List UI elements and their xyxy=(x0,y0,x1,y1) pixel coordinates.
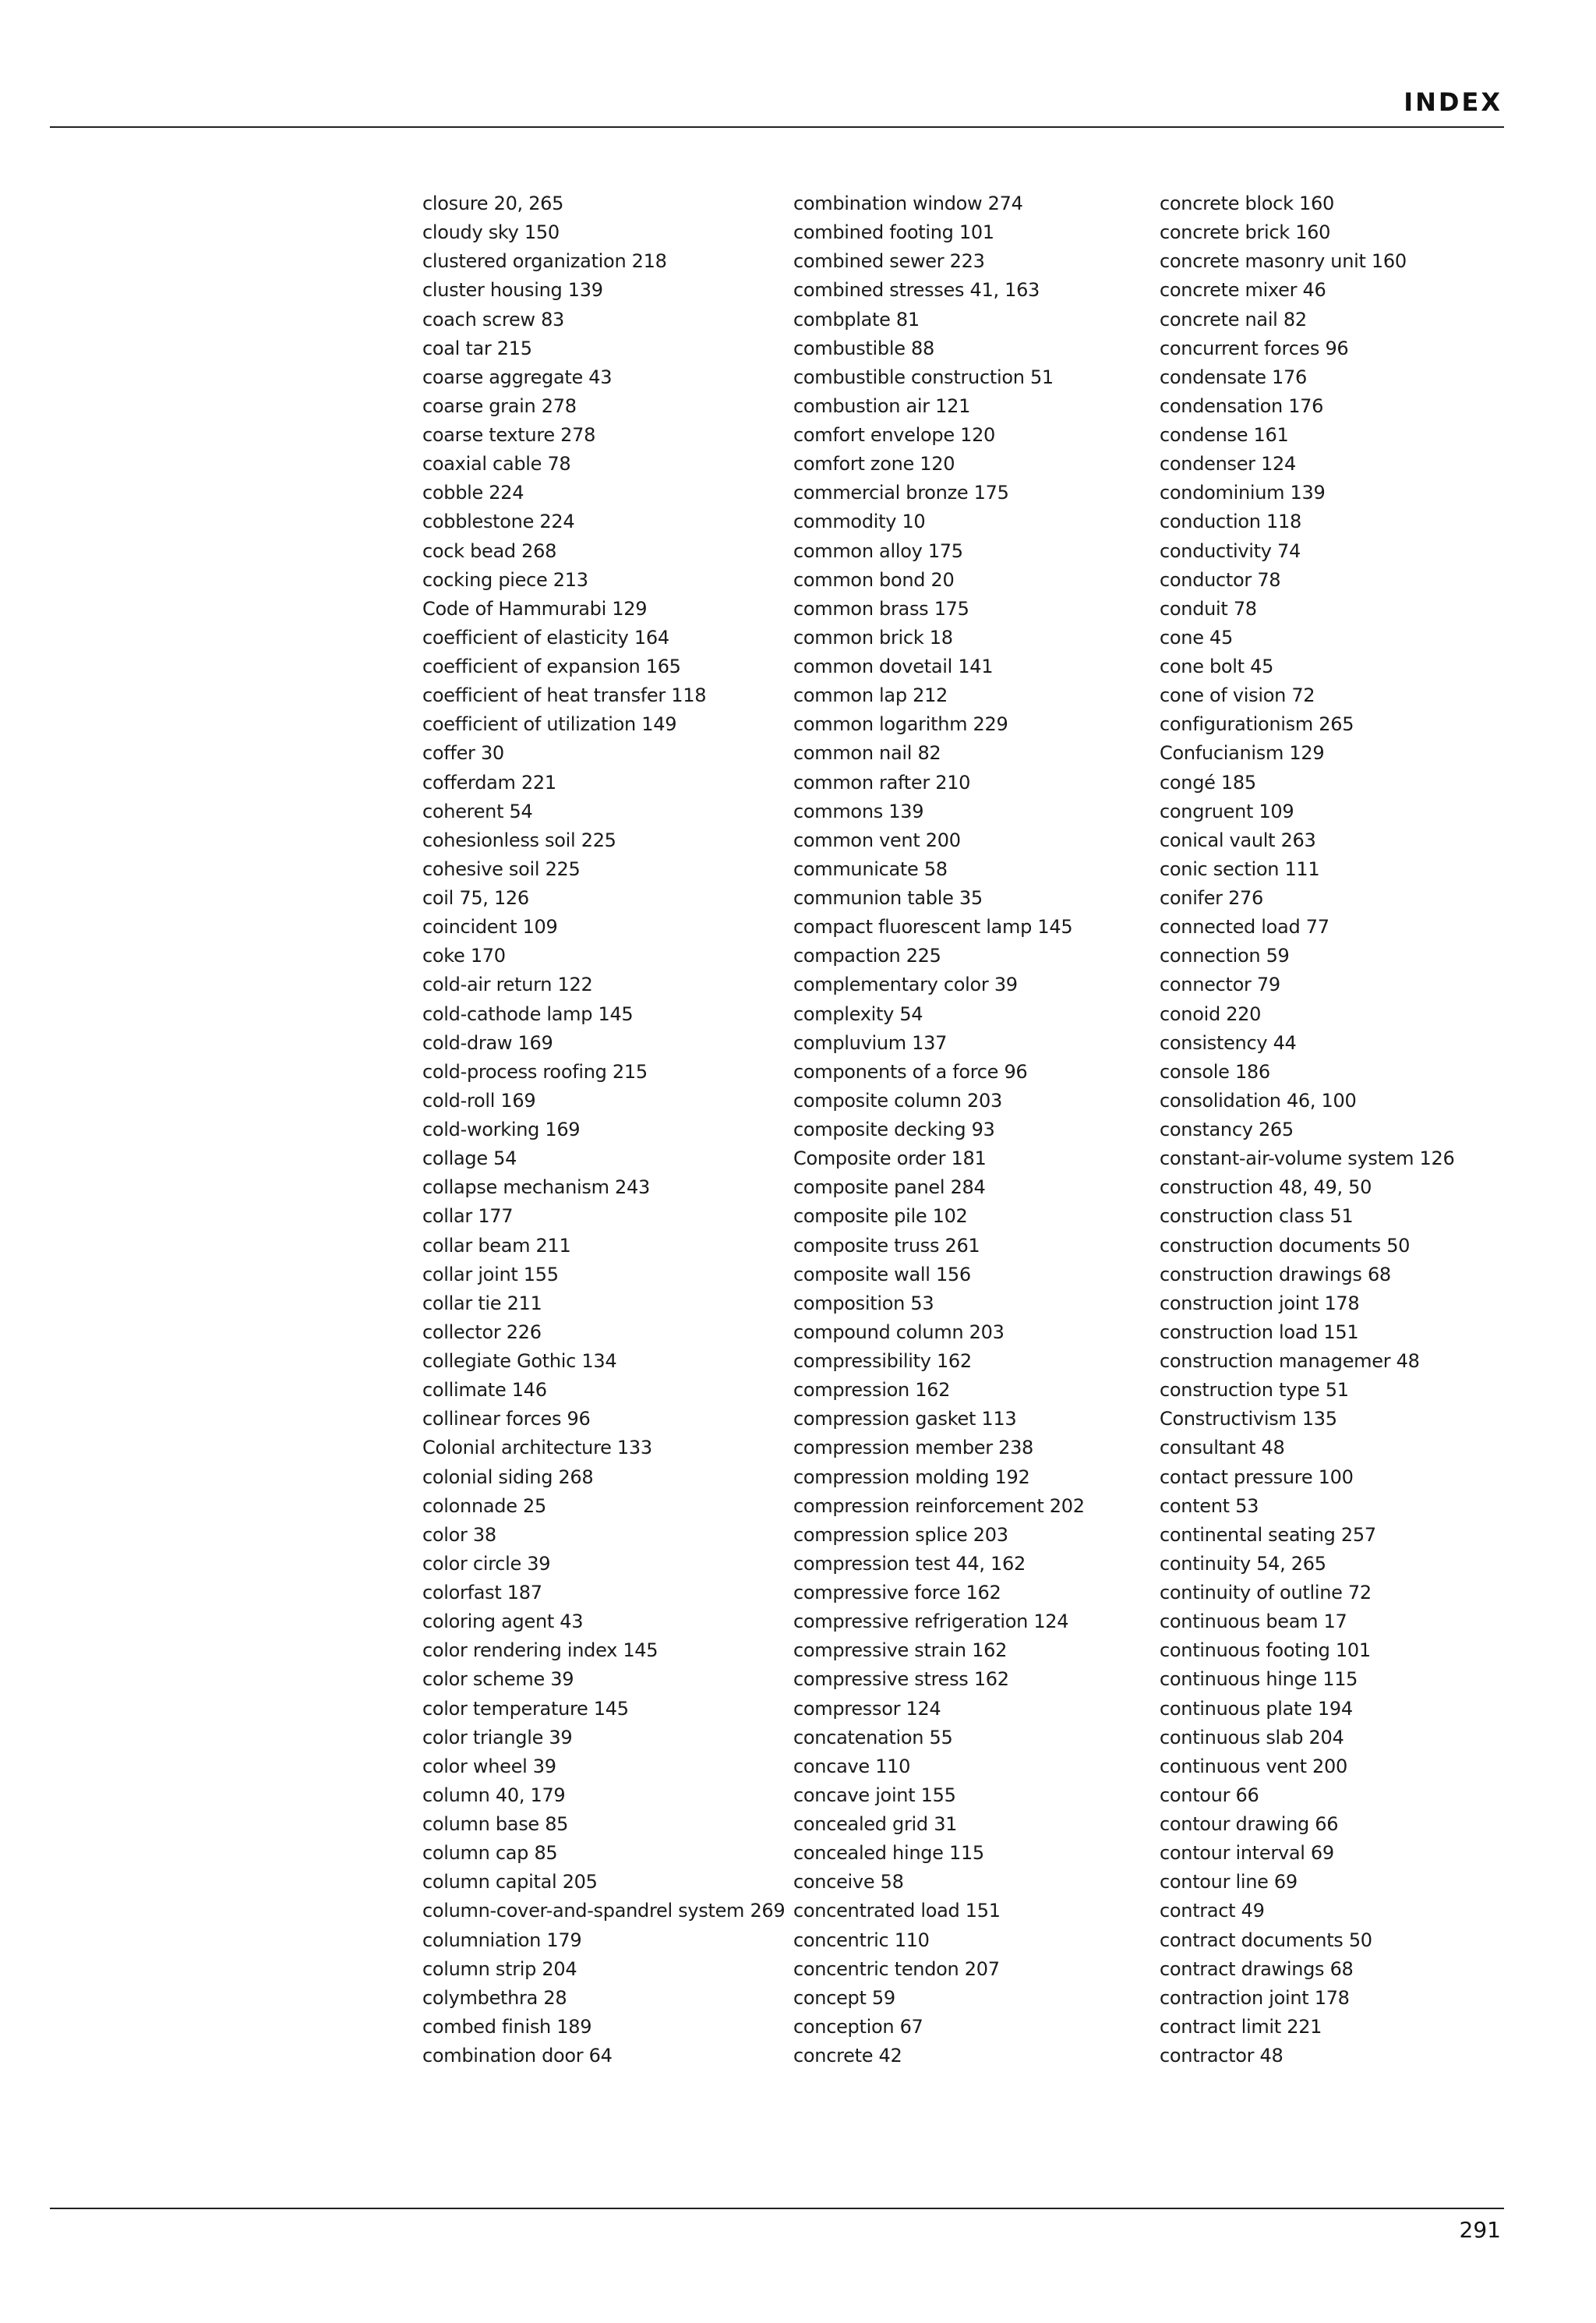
index-entry: cobble 224 xyxy=(422,482,524,504)
index-entry: consultant 48 xyxy=(1160,1437,1285,1459)
index-entry: concrete masonry unit 160 xyxy=(1160,250,1407,273)
index-entry: column strip 204 xyxy=(422,1957,577,1980)
index-entry: construction joint 178 xyxy=(1160,1292,1360,1314)
index-entry: combplate 81 xyxy=(793,308,920,331)
index-entry: common alloy 175 xyxy=(793,539,963,562)
index-entry: coarse grain 278 xyxy=(422,394,577,417)
index-entry: combined footing 101 xyxy=(793,221,994,244)
index-entry: common dovetail 141 xyxy=(793,656,994,677)
index-entry: content 53 xyxy=(1160,1494,1259,1517)
index-entry: commercial bronze 175 xyxy=(793,482,1009,504)
index-entry: compressor 124 xyxy=(793,1697,941,1720)
footer-rule xyxy=(50,2208,1504,2209)
index-entry: column base 85 xyxy=(422,1813,569,1835)
index-entry: construction 48, 49, 50 xyxy=(1160,1176,1372,1199)
index-entry: concept 59 xyxy=(793,1986,895,2009)
index-entry: colonnade 25 xyxy=(422,1494,546,1517)
index-entry: compluvium 137 xyxy=(793,1031,948,1054)
index-entry: composition 53 xyxy=(793,1292,934,1314)
index-entry: continuity of outline 72 xyxy=(1160,1582,1372,1603)
index-entry: continuous vent 200 xyxy=(1160,1755,1347,1777)
index-entry: collar joint 155 xyxy=(422,1263,559,1285)
index-entry: concrete nail 82 xyxy=(1160,308,1307,331)
index-entry: concentric 110 xyxy=(793,1929,930,1951)
index-entry: consolidation 46, 100 xyxy=(1160,1089,1357,1112)
index-entry: composite panel 284 xyxy=(793,1176,986,1199)
index-entry: composite pile 102 xyxy=(793,1205,968,1228)
index-entry: common logarithm 229 xyxy=(793,713,1008,736)
index-entry: continuous hinge 115 xyxy=(1160,1668,1358,1691)
index-entry: cold-process roofing 215 xyxy=(422,1060,648,1083)
index-entry: concentric tendon 207 xyxy=(793,1957,1000,1980)
index-entry: colonial siding 268 xyxy=(422,1466,594,1488)
index-entry: congruent 109 xyxy=(1160,800,1294,822)
index-entry: compressive strain 162 xyxy=(793,1639,1008,1662)
index-entry: concentrated load 151 xyxy=(793,1900,1001,1922)
index-entry: contour 66 xyxy=(1160,1784,1259,1806)
index-entry: coefficient of elasticity 164 xyxy=(422,626,669,649)
index-entry: concatenation 55 xyxy=(793,1726,953,1748)
index-column-2 xyxy=(793,189,1144,2070)
index-entry: color rendering index 145 xyxy=(422,1639,659,1662)
index-entry: Code of Hammurabi 129 xyxy=(422,597,648,620)
index-entry: conoid 220 xyxy=(1160,1002,1262,1025)
index-entry: cold-air return 122 xyxy=(422,974,593,996)
index-entry: compression reinforcement 202 xyxy=(793,1494,1085,1517)
index-entry: coarse texture 278 xyxy=(422,424,596,446)
index-entry: components of a force 96 xyxy=(793,1060,1028,1083)
index-entry: combination window 274 xyxy=(793,193,1023,214)
index-entry: concrete mixer 46 xyxy=(1160,279,1326,302)
index-entry: coherent 54 xyxy=(422,800,533,822)
index-entry: contact pressure 100 xyxy=(1160,1466,1354,1488)
index-entry: compression test 44, 162 xyxy=(793,1552,1026,1575)
index-entry: combustion air 121 xyxy=(793,394,971,417)
index-entry: coarse aggregate 43 xyxy=(422,366,613,388)
index-entry: continuous slab 204 xyxy=(1160,1726,1344,1748)
index-entry: comfort envelope 120 xyxy=(793,424,996,446)
index-entry: color 38 xyxy=(422,1523,496,1546)
index-entry: comfort zone 120 xyxy=(793,453,955,476)
index-entry: collapse mechanism 243 xyxy=(422,1176,650,1199)
index-entry: conductivity 74 xyxy=(1160,539,1301,562)
index-entry: column cap 85 xyxy=(422,1842,558,1865)
index-entry: color temperature 145 xyxy=(422,1697,629,1720)
index-entry: combined stresses 41, 163 xyxy=(793,279,1040,302)
index-entry: concealed grid 31 xyxy=(793,1813,958,1835)
index-entry: condensation 176 xyxy=(1160,394,1324,417)
index-entry: composite wall 156 xyxy=(793,1263,971,1285)
index-entry: composite column 203 xyxy=(793,1089,1002,1112)
index-entry: coefficient of expansion 165 xyxy=(422,656,681,677)
index-entry: collegiate Gothic 134 xyxy=(422,1350,617,1372)
index-entry: configurationism 265 xyxy=(1160,713,1354,736)
index-entry: conifer 276 xyxy=(1160,887,1263,909)
index-entry: contraction joint 178 xyxy=(1160,1986,1350,2009)
index-entry: construction managemer 48 xyxy=(1160,1350,1420,1372)
index-entry: collar tie 211 xyxy=(422,1292,542,1314)
index-entry: column 40, 179 xyxy=(422,1784,566,1806)
index-entry: conical vault 263 xyxy=(1160,829,1316,851)
index-entry: combination door 64 xyxy=(422,2045,613,2067)
index-entry: constant-air-volume system 126 xyxy=(1160,1147,1455,1170)
index-entry: concrete brick 160 xyxy=(1160,221,1331,244)
index-entry: construction type 51 xyxy=(1160,1379,1349,1402)
index-entry: cold-cathode lamp 145 xyxy=(422,1002,634,1025)
index-entry: construction documents 50 xyxy=(1160,1234,1411,1257)
index-entry: collimate 146 xyxy=(422,1379,547,1402)
index-entry: contract limit 221 xyxy=(1160,2015,1322,2038)
index-entry: columniation 179 xyxy=(422,1929,582,1951)
index-entry: connector 79 xyxy=(1160,974,1280,996)
index-entry: clustered organization 218 xyxy=(422,250,667,273)
index-entry: congé 185 xyxy=(1160,771,1256,794)
index-entry: condense 161 xyxy=(1160,424,1289,446)
index-entry: combustible construction 51 xyxy=(793,366,1054,388)
index-entry: continuous beam 17 xyxy=(1160,1611,1347,1633)
index-entry: contract documents 50 xyxy=(1160,1929,1372,1951)
index-entry: compaction 225 xyxy=(793,945,941,967)
index-entry: Colonial architecture 133 xyxy=(422,1437,652,1459)
index-entry: coal tar 215 xyxy=(422,337,532,359)
index-entry: column capital 205 xyxy=(422,1871,598,1893)
index-entry: compression gasket 113 xyxy=(793,1408,1017,1430)
index-entry: contract 49 xyxy=(1160,1900,1265,1922)
index-entry: cluster housing 139 xyxy=(422,279,603,302)
index-entry: compressive force 162 xyxy=(793,1582,1001,1603)
index-entry: cobblestone 224 xyxy=(422,511,575,533)
index-entry: concave joint 155 xyxy=(793,1784,956,1806)
index-entry: concave 110 xyxy=(793,1755,911,1777)
index-entry: communion table 35 xyxy=(793,887,983,909)
index-entry: combustible 88 xyxy=(793,337,934,359)
index-entry: compact fluorescent lamp 145 xyxy=(793,916,1073,939)
index-entry: coaxial cable 78 xyxy=(422,453,571,476)
index-entry: cold-draw 169 xyxy=(422,1031,553,1054)
index-entry: Constructivism 135 xyxy=(1160,1408,1337,1430)
index-entry: condenser 124 xyxy=(1160,453,1296,476)
index-entry: colymbethra 28 xyxy=(422,1986,567,2009)
index-entry: cone of vision 72 xyxy=(1160,684,1315,707)
index-entry: continuous plate 194 xyxy=(1160,1697,1353,1720)
index-entry: cofferdam 221 xyxy=(422,771,556,794)
index-entry: contour interval 69 xyxy=(1160,1842,1334,1865)
index-entry: collar 177 xyxy=(422,1205,514,1228)
index-entry: colorfast 187 xyxy=(422,1582,542,1603)
index-entry: common rafter 210 xyxy=(793,771,971,794)
index-entry: color triangle 39 xyxy=(422,1726,573,1748)
index-entry: Composite order 181 xyxy=(793,1147,987,1170)
index-entry: composite decking 93 xyxy=(793,1119,995,1140)
page-number: 291 xyxy=(1459,2217,1501,2243)
index-entry: concurrent forces 96 xyxy=(1160,337,1349,359)
index-entry: Confucianism 129 xyxy=(1160,742,1325,765)
index-entry: color scheme 39 xyxy=(422,1668,574,1691)
index-entry: condensate 176 xyxy=(1160,366,1307,388)
index-entry: conceive 58 xyxy=(793,1871,904,1893)
index-entry: connected load 77 xyxy=(1160,916,1329,939)
index-entry: combined sewer 223 xyxy=(793,250,985,273)
index-entry: color wheel 39 xyxy=(422,1755,556,1777)
index-entry: contour drawing 66 xyxy=(1160,1813,1339,1835)
index-entry: console 186 xyxy=(1160,1060,1270,1083)
index-entry: coefficient of utilization 149 xyxy=(422,713,677,736)
index-entry: coffer 30 xyxy=(422,742,504,765)
index-entry: concrete block 160 xyxy=(1160,193,1334,214)
index-entry: continuous footing 101 xyxy=(1160,1639,1371,1662)
index-entry: coach screw 83 xyxy=(422,308,565,331)
index-entry: concealed hinge 115 xyxy=(793,1842,984,1865)
index-entry: coke 170 xyxy=(422,945,506,967)
index-entry: common brass 175 xyxy=(793,597,969,620)
index-entry: collage 54 xyxy=(422,1147,517,1170)
page-header-title: INDEX xyxy=(1404,87,1502,117)
index-entry: cohesive soil 225 xyxy=(422,857,581,880)
index-entry: cocking piece 213 xyxy=(422,568,588,591)
index-entry: continental seating 257 xyxy=(1160,1523,1376,1546)
index-entry: composite truss 261 xyxy=(793,1234,980,1257)
index-entry: collinear forces 96 xyxy=(422,1408,591,1430)
index-entry: closure 20, 265 xyxy=(422,193,564,214)
index-entry: color circle 39 xyxy=(422,1552,551,1575)
index-entry: conic section 111 xyxy=(1160,857,1320,880)
index-entry: common lap 212 xyxy=(793,684,948,707)
index-entry: compression 162 xyxy=(793,1379,951,1402)
index-entry: cock bead 268 xyxy=(422,539,557,562)
index-entry: collector 226 xyxy=(422,1321,542,1343)
index-entry: common nail 82 xyxy=(793,742,941,765)
index-column-3 xyxy=(1160,189,1518,2070)
index-entry: condominium 139 xyxy=(1160,482,1326,504)
index-entry: combed finish 189 xyxy=(422,2015,592,2038)
index-entry: construction load 151 xyxy=(1160,1321,1359,1343)
index-entry: concrete 42 xyxy=(793,2045,902,2067)
index-entry: contract drawings 68 xyxy=(1160,1957,1354,1980)
index-entry: connection 59 xyxy=(1160,945,1290,967)
index-entry: contractor 48 xyxy=(1160,2045,1284,2067)
index-entry: cone bolt 45 xyxy=(1160,656,1274,677)
index-entry: conduction 118 xyxy=(1160,511,1301,533)
index-entry: conduit 78 xyxy=(1160,597,1257,620)
header-rule xyxy=(50,126,1504,128)
index-entry: compressibility 162 xyxy=(793,1350,972,1372)
index-entry: conception 67 xyxy=(793,2015,923,2038)
index-entry: coil 75, 126 xyxy=(422,887,529,909)
index-entry: commodity 10 xyxy=(793,511,926,533)
index-entry: compression molding 192 xyxy=(793,1466,1030,1488)
index-entry: compressive refrigeration 124 xyxy=(793,1611,1069,1633)
index-entry: continuity 54, 265 xyxy=(1160,1552,1326,1575)
index-entry: communicate 58 xyxy=(793,857,948,880)
index-entry: cold-working 169 xyxy=(422,1119,581,1140)
index-entry: construction class 51 xyxy=(1160,1205,1354,1228)
index-entry: common vent 200 xyxy=(793,829,961,851)
index-column-1 xyxy=(422,189,786,2070)
index-entry: column-cover-and-spandrel system 269 xyxy=(422,1900,786,1922)
index-entry: coincident 109 xyxy=(422,916,558,939)
index-entry: coefficient of heat transfer 118 xyxy=(422,684,707,707)
index-entry: collar beam 211 xyxy=(422,1234,571,1257)
index-entry: contour line 69 xyxy=(1160,1871,1298,1893)
index-entry: complexity 54 xyxy=(793,1002,923,1025)
index-entry: construction drawings 68 xyxy=(1160,1263,1391,1285)
index-entry: compressive stress 162 xyxy=(793,1668,1009,1691)
index-entry: consistency 44 xyxy=(1160,1031,1297,1054)
index-entry: complementary color 39 xyxy=(793,974,1018,996)
index-entry: cohesionless soil 225 xyxy=(422,829,616,851)
index-entry: cold-roll 169 xyxy=(422,1089,536,1112)
index-entry: cloudy sky 150 xyxy=(422,221,560,244)
index-entry: cone 45 xyxy=(1160,626,1233,649)
index-entry: constancy 265 xyxy=(1160,1119,1294,1140)
index-entry: coloring agent 43 xyxy=(422,1611,584,1633)
index-entry: commons 139 xyxy=(793,800,924,822)
index-entry: common bond 20 xyxy=(793,568,955,591)
index-entry: common brick 18 xyxy=(793,626,953,649)
index-entry: compound column 203 xyxy=(793,1321,1005,1343)
index-entry: compression member 238 xyxy=(793,1437,1034,1459)
index-entry: compression splice 203 xyxy=(793,1523,1008,1546)
index-entry: conductor 78 xyxy=(1160,568,1281,591)
